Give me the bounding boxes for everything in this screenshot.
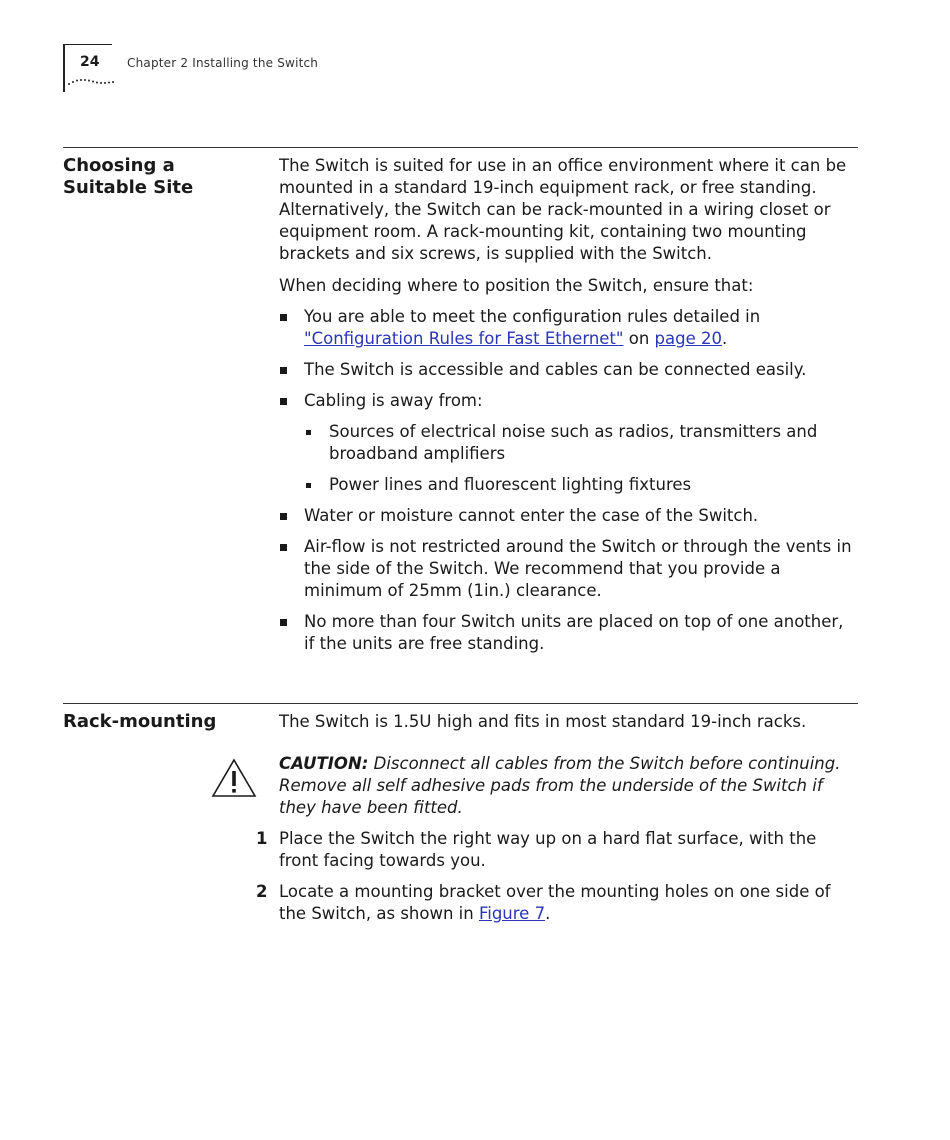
sub-bullet-icon [306, 483, 311, 488]
requirements-list [279, 306, 859, 655]
warning-triangle-icon [211, 758, 257, 798]
page-number: 24 [80, 54, 100, 70]
header-dots-decoration [67, 74, 115, 88]
list-item: You are able to meet the configuration rules detailed in "Configuration Rules for Fast Ethernet" on page 20. [279, 306, 859, 350]
caution-label: CAUTION: [279, 754, 369, 773]
header-vertical-rule [63, 44, 65, 92]
section-divider [63, 147, 858, 148]
bullet-icon [280, 398, 287, 405]
step-item: 2 Locate a mounting bracket over the mounting holes on one side of the Switch, as shown in Figure 7. [256, 882, 831, 923]
header-horizontal-rule [63, 44, 112, 45]
section-heading-site: Choosing a Suitable Site [63, 155, 194, 198]
chapter-title: Chapter 2 Installing the Switch [127, 56, 319, 70]
sub-bullet-icon [306, 430, 311, 435]
list-item: Air-flow is not restricted around the Switch or through the vents in the side of the Switch. We recommend that you provide a minimum of 25mm (1in.) clearance. [279, 536, 859, 602]
intro-paragraph: The Switch is suited for use in an office environment where it can be mounted in a standard 19-inch equipment rack, or free standing. Alternatively, the Switch can be rack-mounted in a wiring closet or equipment room. A rack-mounting kit, containing two mounting brackets and six screws, is supplied with the Switch. [279, 156, 847, 263]
sublist-item: Power lines and fluorescent lighting fixtures [304, 474, 859, 496]
bullet-icon [280, 619, 287, 626]
config-rules-link[interactable]: "Configuration Rules for Fast Ethernet" [304, 329, 624, 348]
rack-intro: The Switch is 1.5U high and fits in most standard 19-inch racks. [279, 712, 807, 731]
sublist-item: Sources of electrical noise such as radios, transmitters and broadband amplifiers [304, 421, 859, 465]
lead-paragraph: When deciding where to position the Switch, ensure that: [279, 276, 754, 295]
list-item: Cabling is away from: Sources of electrical noise such as radios, transmitters and broadband amplifiers Power lines and fluorescent lighting fixtures [279, 390, 859, 496]
step-item [240, 828, 860, 872]
step-number: 1 [256, 829, 268, 848]
bullet-icon [280, 367, 287, 374]
bullet-icon [280, 314, 287, 321]
list-item: No more than four Switch units are placed on top of one another, if the units are free standing. [279, 611, 859, 655]
caution-note [279, 753, 859, 819]
section-body-site [279, 155, 859, 655]
bullet-icon [280, 544, 287, 551]
list-item: The Switch is accessible and cables can be connected easily. [279, 359, 859, 381]
procedure-steps [240, 828, 860, 934]
figure-7-link[interactable]: Figure 7 [478, 904, 546, 923]
bullet-icon [280, 513, 287, 520]
section-divider [63, 703, 858, 704]
section-heading-rack: Rack-mounting [63, 711, 217, 732]
page-20-link[interactable]: page 20 [654, 329, 722, 348]
step-number: 2 [256, 882, 268, 901]
step-text: Place the Switch the right way up on a hard flat surface, with the front facing towards you. [279, 829, 817, 870]
caution-text: Disconnect all cables from the Switch before continuing. Remove all self adhesive pads from the underside of the Switch if they have been fitted. [279, 754, 841, 817]
list-item: Water or moisture cannot enter the case of the Switch. [279, 505, 859, 527]
cabling-sublist [304, 421, 859, 496]
page-header [63, 44, 363, 94]
